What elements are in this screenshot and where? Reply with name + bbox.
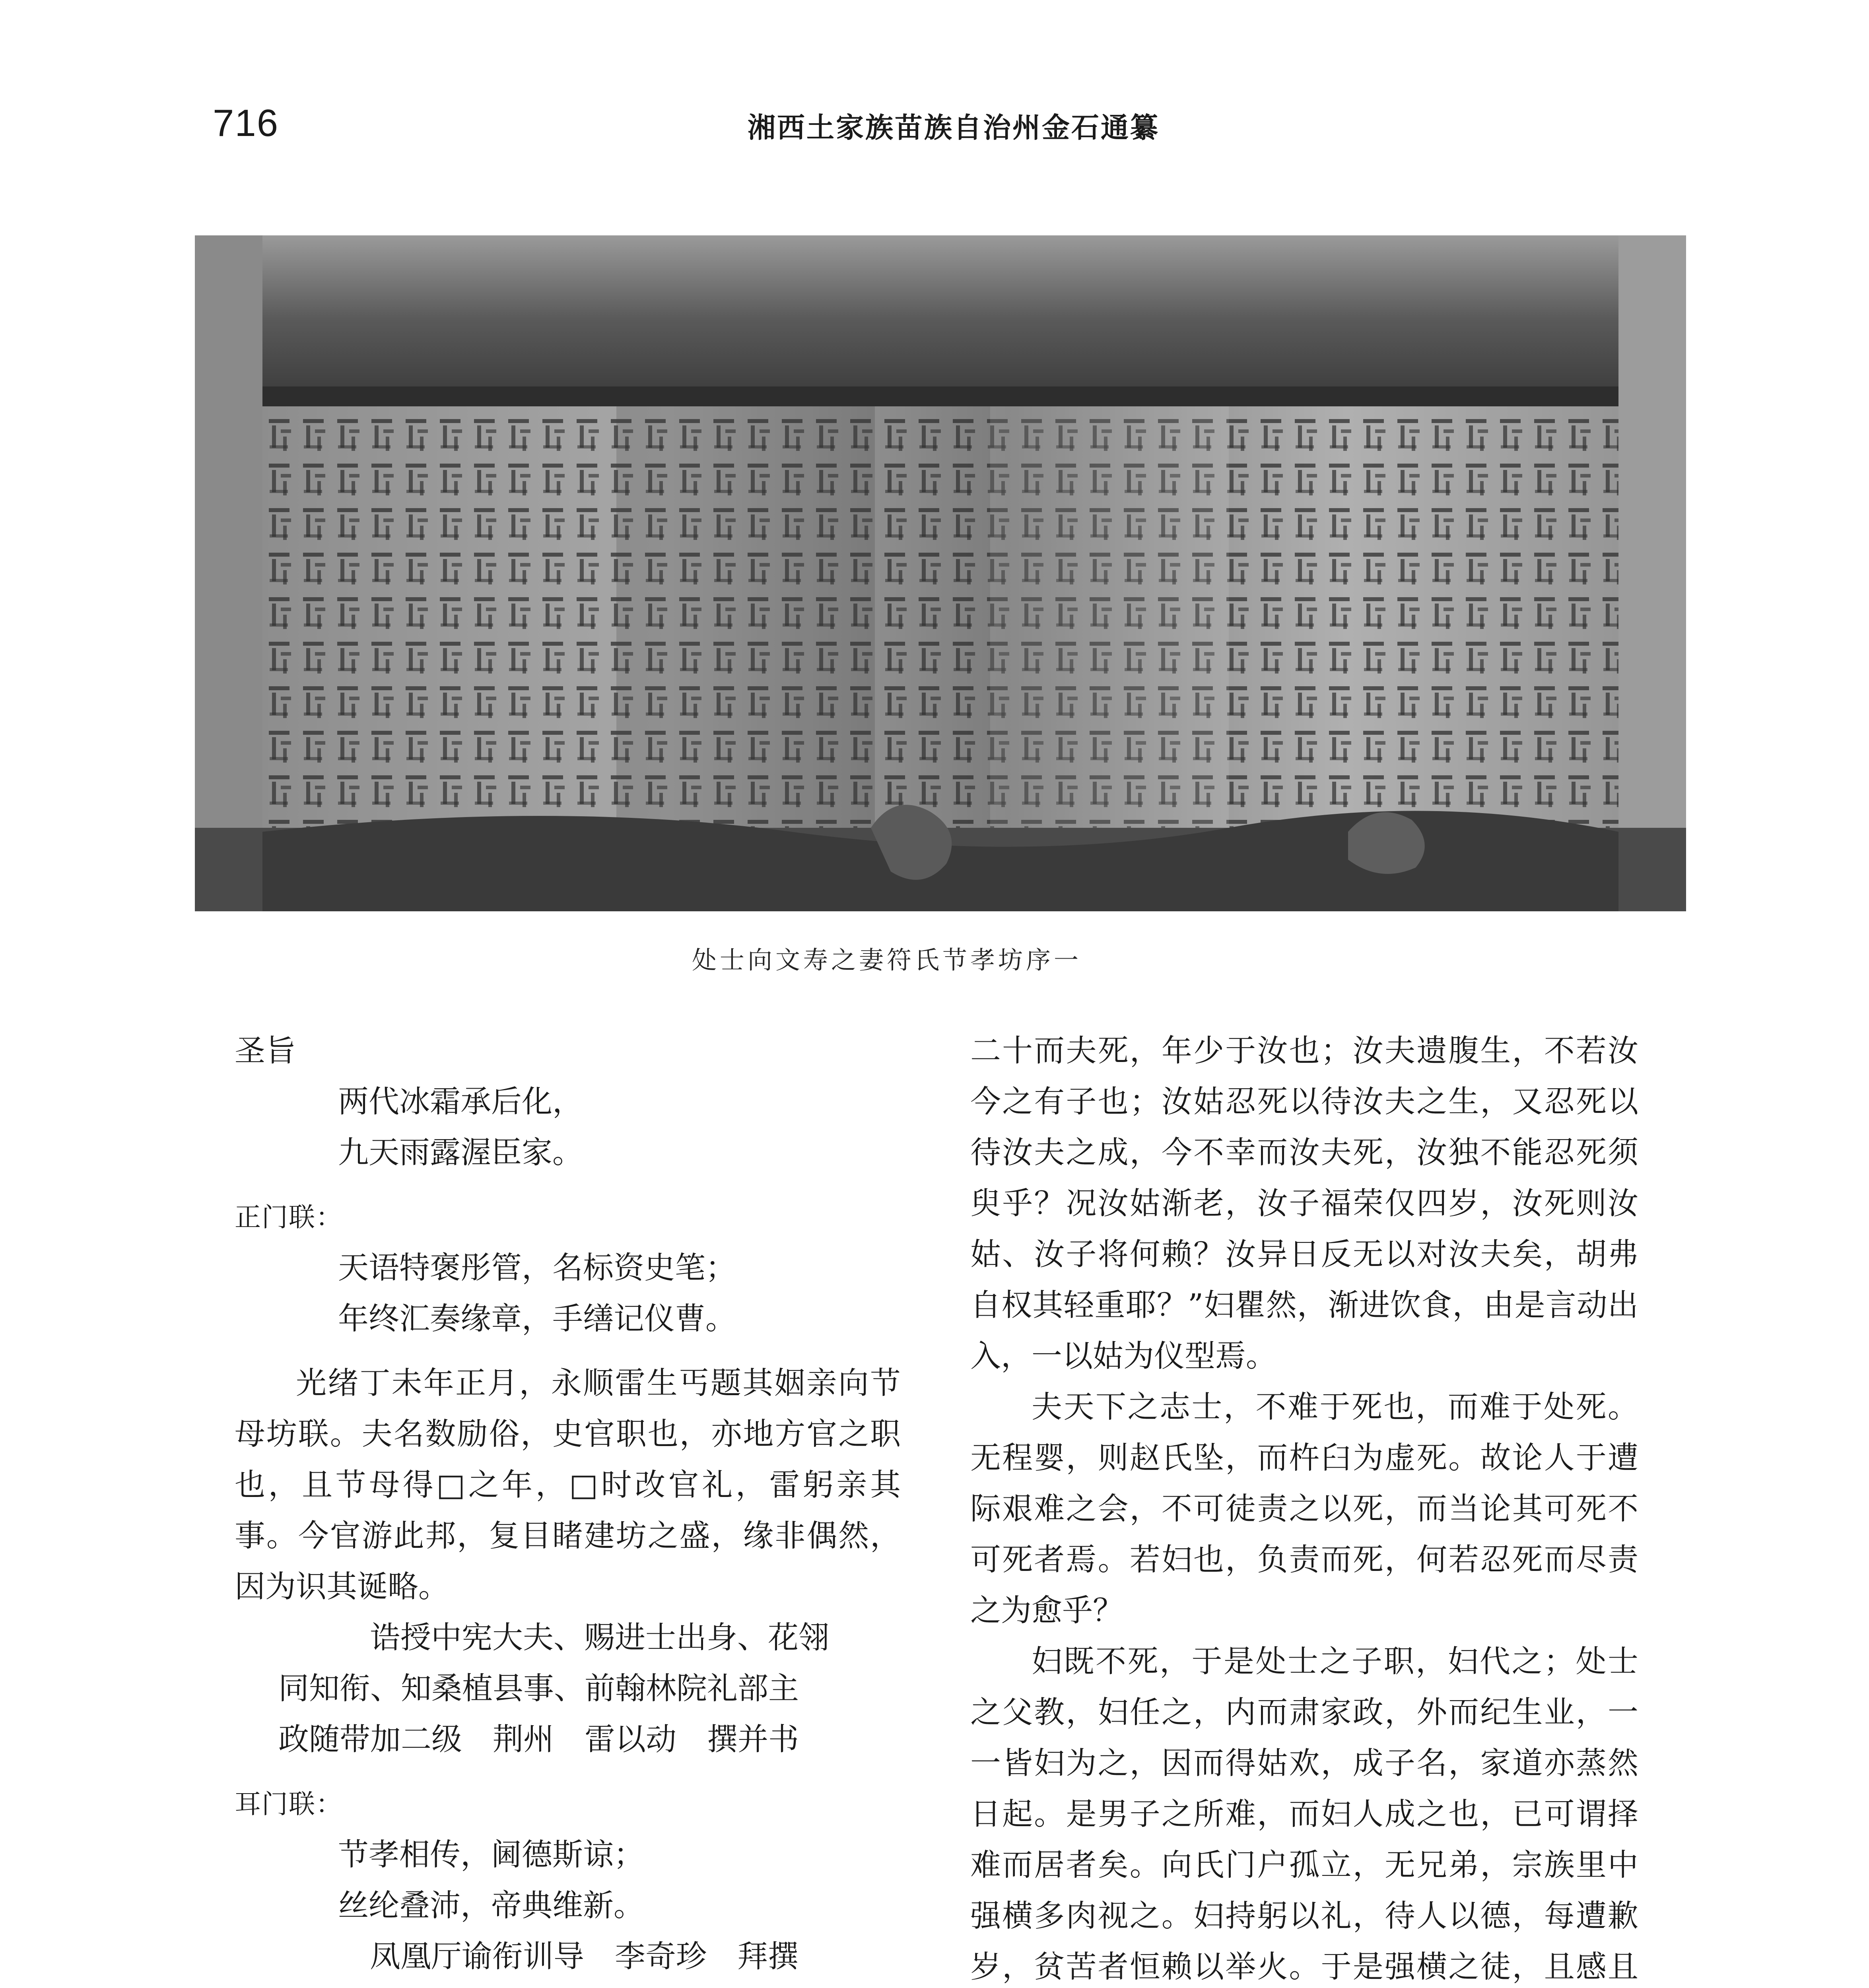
page-number: 716 (213, 102, 279, 144)
stone-tablet-photo (195, 235, 1686, 911)
figure-caption: 处士向文寿之妻符氏节孝坊序一 (692, 945, 1082, 975)
body-paragraph: 夫天下之志士，不难于死也，而难于处死。无程婴，则赵氏坠，而杵臼为虚死。故论人于遭际艰难之会，不可徒责之以死，而当论其可死不可死者焉。若妇也，负责而死，何若忍死而尽责之为愈乎？ (970, 1390, 1638, 1629)
left-column (235, 1026, 901, 1988)
colophon-paragraph: 光绪丁未年正月，永顺雷生丐题其姻亲向节母坊联。夫名数励俗，史官职也，亦地方官之职也，且节母得□之年，□时改官礼，雷躬亲其事。今官游此邦，复目睹建坊之盛，缘非偶然，因为识其诞略。 (235, 1366, 901, 1605)
body-paragraph: 二十而夫死，年少于汝也；汝夫遗腹生，不若汝今之有子也；汝姑忍死以待汝夫之生，又忍死以待汝夫之成，今不幸而汝夫死，汝独不能忍死须臾乎？况汝姑渐老，汝子福荣仅四岁，汝死则汝姑、汝子将何赖？汝异日反无以对汝夫矣，胡弗自权其轻重耶？”妇瞿然，渐进饮食，由是言动出入，一以姑为仪型焉。 (970, 1033, 1638, 1374)
couplet-line: 两代冰霜承后化， (338, 1084, 583, 1120)
signature-line: 同知衔、知桑植县事、前翰林院礼部主 (278, 1671, 799, 1706)
signature-line: 政随带加二级 荆州 雷以动 撰并书 (278, 1722, 799, 1757)
couplet-line: 九天雨露渥臣家。 (338, 1135, 583, 1171)
couplet-line: 年终汇奏缘章，手缮记仪曹。 (338, 1301, 736, 1337)
ermen-heading: 耳门联： (235, 1789, 343, 1819)
running-head: 湘西土家族苗族自治州金石通纂 (748, 111, 1160, 144)
couplet-line: 节孝相传，阃德斯谅； (338, 1837, 644, 1873)
zhengmen-heading: 正门联： (235, 1202, 343, 1233)
right-column (970, 1026, 1638, 1988)
body-paragraph: 妇既不死，于是处士之子职，妇代之；处士之父教，妇任之，内而肃家政，外而纪生业，一一皆妇为之，因而得姑欢，成子名，家道亦蒸然日起。是男子之所难，而妇人成之也，已可谓择难而居者矣。向氏门户孤立，无兄弟，宗族里中强横多肉视之。妇持躬以礼，待人以德，每遭歉岁，贫苦者恒赖以举火。于是强横之徒，且感且 (970, 1644, 1638, 1985)
couplet-line: 天语特褒彤管，名标资史笔； (338, 1250, 736, 1286)
shengzhi-heading: 圣旨 (235, 1033, 296, 1069)
signature-line: 凤凰厅谕衔训导 李奇珍 拜撰 (370, 1939, 799, 1974)
signature-line: 诰授中宪大夫、赐进士出身、花翎 (370, 1620, 829, 1656)
couplet-line: 丝纶叠沛，帝典维新。 (338, 1888, 644, 1924)
